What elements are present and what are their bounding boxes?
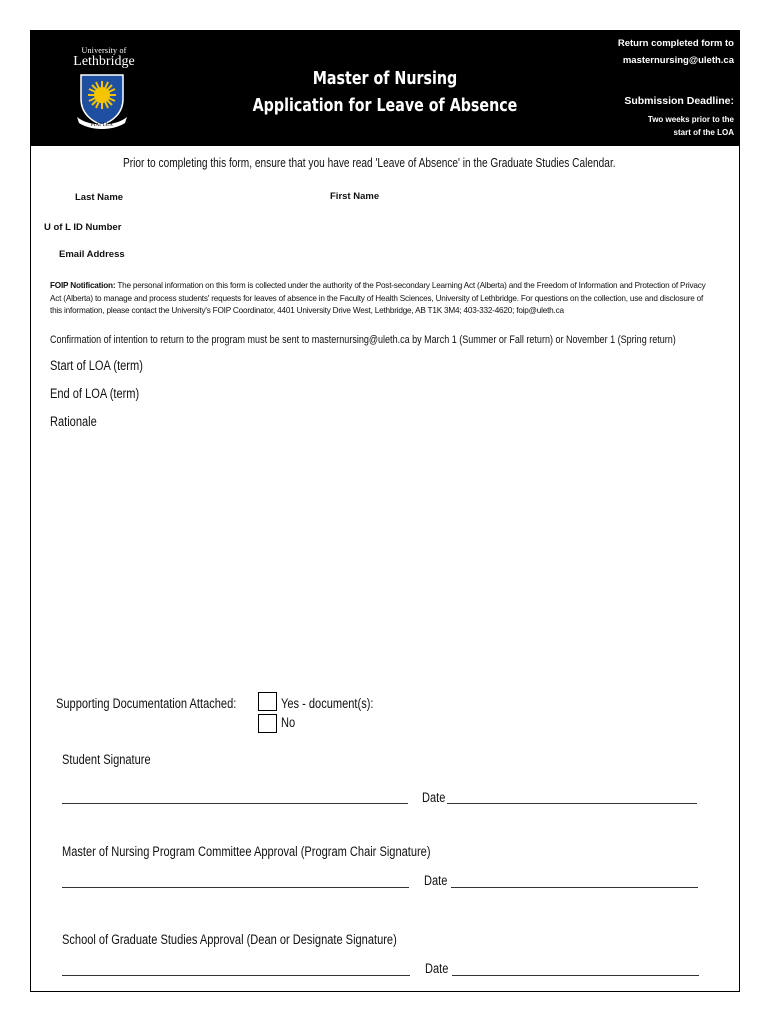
student-date-line[interactable] [447, 803, 697, 804]
yes-option-label: Yes - document(s): [281, 696, 374, 711]
form-title-line2: Application for Leave of Absence [252, 95, 518, 116]
university-crest-icon [75, 73, 131, 129]
deadline-text-line1: Two weeks prior to the [647, 115, 734, 124]
grad-date-line[interactable] [452, 975, 699, 976]
uofl-id-label: U of L ID Number [44, 222, 122, 233]
no-checkbox[interactable] [258, 714, 277, 733]
program-approval-label: Master of Nursing Program Committee Approval (Program Chair Signature) [62, 844, 431, 859]
foip-notification [50, 280, 710, 318]
end-of-loa-label: End of LOA (term) [50, 386, 140, 401]
return-email: masternursing@uleth.ca [622, 55, 734, 66]
foip-label: FOIP Notification: [50, 281, 116, 290]
program-date-label: Date [424, 873, 448, 888]
form-header [30, 30, 740, 146]
student-date-label: Date [422, 790, 446, 805]
student-signature-line[interactable] [62, 803, 408, 804]
last-name-label: Last Name [75, 192, 124, 203]
graduate-studies-approval-label: School of Graduate Studies Approval (Dean or Designate Signature) [62, 932, 397, 947]
program-signature-line[interactable] [62, 887, 409, 888]
start-of-loa-label: Start of LOA (term) [50, 358, 143, 373]
intro-instruction: Prior to completing this form, ensure that you have read 'Leave of Absence' in the Graduate Studies Calendar. [123, 155, 616, 170]
email-label: Email Address [59, 249, 125, 260]
no-option-label: No [281, 715, 296, 730]
rationale-label: Rationale [50, 414, 97, 429]
grad-date-label: Date [425, 961, 449, 976]
logo-lethbridge: Lethbridge [73, 54, 135, 69]
deadline-label: Submission Deadline: [624, 95, 734, 107]
grad-signature-line[interactable] [62, 975, 410, 976]
crest-motto: FIAT LUX [91, 123, 113, 128]
deadline-text-line2: start of the LOA [673, 128, 734, 137]
yes-checkbox[interactable] [258, 692, 277, 711]
logo-university-of: University of [81, 46, 127, 55]
student-signature-label: Student Signature [62, 752, 151, 767]
return-instruction: Return completed form to [617, 38, 734, 49]
first-name-label: First Name [330, 191, 380, 202]
form-title-line1: Master of Nursing [312, 68, 458, 89]
supporting-documentation-label: Supporting Documentation Attached: [56, 696, 237, 711]
program-date-line[interactable] [451, 887, 698, 888]
return-confirmation-note: Confirmation of intention to return to the program must be sent to masternursing@uleth.ca by March 1 (Summer or Fall return) or November 1 (Spring return) [50, 334, 676, 346]
foip-text: The personal information on this form is collected under the authority of the Post-secondary Learning Act (Alberta) and the Freedom of Information and Protection of Privacy Act (Alberta) to manage and process students' requests for leaves of absence in the Faculty of Health Sciences, University of Lethbridge. For questions on the collection, use and disclosure of this information, please contact the University's FOIP Coordinator, 4401 University Drive West, Lethbridge, AB T1K 3M4; 403-332-4620; foip@uleth.ca [50, 281, 706, 315]
